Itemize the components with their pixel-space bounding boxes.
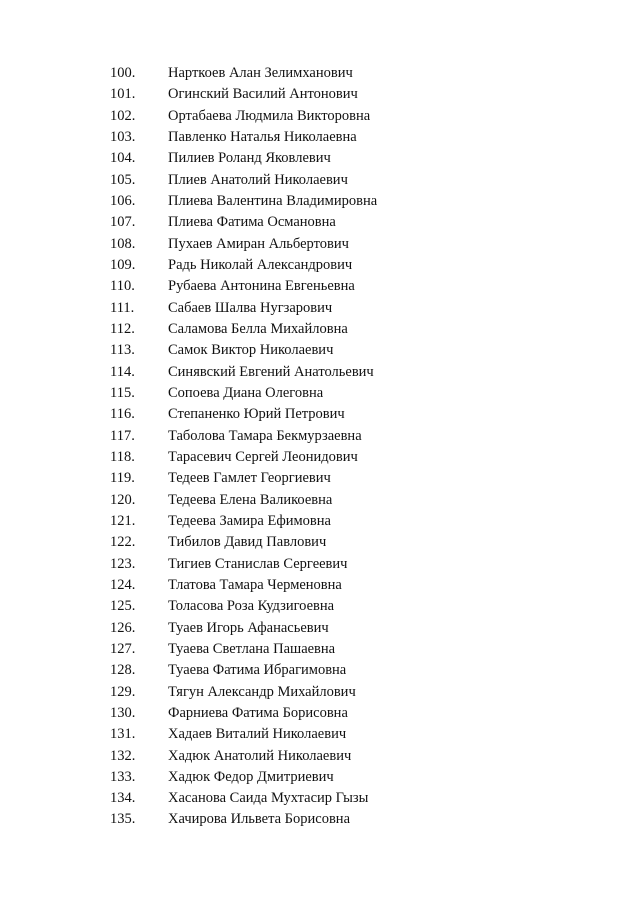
list-item	[110, 490, 377, 511]
list-item	[110, 703, 377, 724]
list-item	[110, 362, 377, 383]
list-item-number: 111.	[110, 299, 135, 316]
list-item-number: 129.	[110, 683, 136, 700]
list-item	[110, 724, 377, 745]
list-item	[110, 170, 377, 191]
list-item	[110, 788, 377, 809]
list-item-number: 135.	[110, 811, 136, 828]
list-item-number: 105.	[110, 171, 136, 188]
list-item-name: Толасова Роза Кудзигоевна	[168, 598, 335, 615]
list-item-name: Тягун Александр Михайлович	[168, 683, 356, 700]
list-item	[110, 447, 377, 468]
list-item-number: 134.	[110, 790, 136, 807]
list-item	[110, 532, 377, 553]
list-item-number: 113.	[110, 342, 135, 359]
list-item-number: 121.	[110, 512, 136, 529]
list-item-number: 109.	[110, 256, 136, 273]
list-item-name: Хадюк Анатолий Николаевич	[168, 747, 352, 764]
list-item	[110, 383, 377, 404]
list-item	[110, 596, 377, 617]
list-item-name: Хадаев Виталий Николаевич	[168, 726, 347, 743]
list-item-number: 118.	[110, 448, 135, 465]
list-item	[110, 212, 377, 233]
list-item-number: 116.	[110, 406, 135, 423]
list-item-number: 100.	[110, 65, 136, 81]
list-item-name: Ортабаева Людмила Викторовна	[168, 107, 371, 124]
list-item	[110, 319, 377, 340]
list-item-name: Туаева Светлана Пашаевна	[168, 640, 336, 657]
list-item-number: 132.	[110, 747, 136, 764]
list-item-number: 119.	[110, 470, 135, 487]
list-item-number: 125.	[110, 598, 136, 615]
list-item-name: Тедеев Гамлет Георгиевич	[168, 470, 331, 487]
list-item	[110, 639, 377, 660]
list-item	[110, 340, 377, 361]
list-item-name: Степаненко Юрий Петрович	[168, 406, 345, 423]
list-item-name: Хачирова Ильвета Борисовна	[168, 811, 351, 828]
list-item	[110, 746, 377, 767]
list-item-name: Сопоева Диана Олеговна	[168, 384, 324, 401]
list-item-number: 101.	[110, 86, 136, 103]
list-item-number: 104.	[110, 150, 136, 167]
list-item	[110, 809, 377, 830]
list-item-number: 114.	[110, 363, 135, 380]
list-item	[110, 554, 377, 575]
list-item-name: Плиев Анатолий Николаевич	[168, 171, 348, 188]
list-item-name: Павленко Наталья Николаевна	[168, 128, 357, 145]
list-item-name: Плиева Валентина Владимировна	[168, 192, 378, 209]
list-item-name: Саламова Белла Михайловна	[168, 320, 348, 337]
list-item-number: 103.	[110, 128, 136, 145]
list-item-number: 131.	[110, 726, 136, 743]
list-item-name: Тлатова Тамара Черменовна	[168, 576, 342, 593]
list-item	[110, 276, 377, 297]
list-item	[110, 575, 377, 596]
list-item-name: Хасанова Саида Мухтасир Гызы	[168, 790, 369, 807]
list-item	[110, 404, 377, 425]
list-item	[110, 106, 377, 127]
list-item-name: Тарасевич Сергей Леонидович	[168, 448, 358, 465]
list-item-name: Тигиев Станислав Сергеевич	[168, 555, 348, 572]
list-item-number: 107.	[110, 214, 136, 231]
list-item-name: Пилиев Роланд Яковлевич	[168, 150, 331, 167]
list-item-name: Рубаева Антонина Евгеньевна	[168, 278, 355, 295]
list-item-name: Нарткоев Алан Зелимханович	[168, 65, 353, 81]
list-item-number: 112.	[110, 320, 135, 337]
list-item-name: Таболова Тамара Бекмурзаевна	[168, 427, 362, 444]
list-item-number: 123.	[110, 555, 136, 572]
list-item	[110, 767, 377, 788]
list-item	[110, 468, 377, 489]
list-item-name: Тибилов Давид Павлович	[168, 534, 327, 551]
list-item-number: 115.	[110, 384, 135, 401]
list-item-name: Синявский Евгений Анатольевич	[168, 363, 374, 380]
list-item-name: Туаева Фатима Ибрагимовна	[168, 662, 347, 679]
list-item-number: 122.	[110, 534, 136, 551]
list-item-name: Сабаев Шалва Нугзарович	[168, 299, 333, 316]
list-item-name: Радь Николай Александрович	[168, 256, 353, 273]
list-item-name: Самок Виктор Николаевич	[168, 342, 334, 359]
list-item-name: Хадюк Федор Дмитриевич	[168, 768, 334, 785]
list-item-number: 120.	[110, 491, 136, 508]
list-item-number: 110.	[110, 278, 135, 295]
list-item	[110, 127, 377, 148]
list-item	[110, 191, 377, 212]
list-item-number: 133.	[110, 768, 136, 785]
list-item	[110, 234, 377, 255]
list-item-number: 128.	[110, 662, 136, 679]
list-item	[110, 148, 377, 169]
list-item	[110, 298, 377, 319]
list-item	[110, 255, 377, 276]
list-item-number: 127.	[110, 640, 136, 657]
name-list	[110, 63, 377, 831]
list-item-number: 117.	[110, 427, 135, 444]
list-item	[110, 84, 377, 105]
list-item	[110, 63, 377, 84]
list-item-name: Тедеева Замира Ефимовна	[168, 512, 331, 529]
list-item	[110, 682, 377, 703]
list-item-name: Огинский Василий Антонович	[168, 86, 358, 103]
list-item	[110, 660, 377, 681]
list-item-number: 130.	[110, 704, 136, 721]
list-item-name: Тедеева Елена Валикоевна	[168, 491, 333, 508]
list-item-name: Плиева Фатима Османовна	[168, 214, 336, 231]
list-item-number: 124.	[110, 576, 136, 593]
list-item-name: Туаев Игорь Афанасьевич	[168, 619, 329, 636]
list-item-name: Фарниева Фатима Борисовна	[168, 704, 348, 721]
list-item-number: 126.	[110, 619, 136, 636]
list-item-name: Пухаев Амиран Альбертович	[168, 235, 349, 252]
list-item	[110, 618, 377, 639]
list-item-number: 106.	[110, 192, 136, 209]
list-item-number: 108.	[110, 235, 136, 252]
list-item	[110, 511, 377, 532]
list-item	[110, 426, 377, 447]
list-item-number: 102.	[110, 107, 136, 124]
